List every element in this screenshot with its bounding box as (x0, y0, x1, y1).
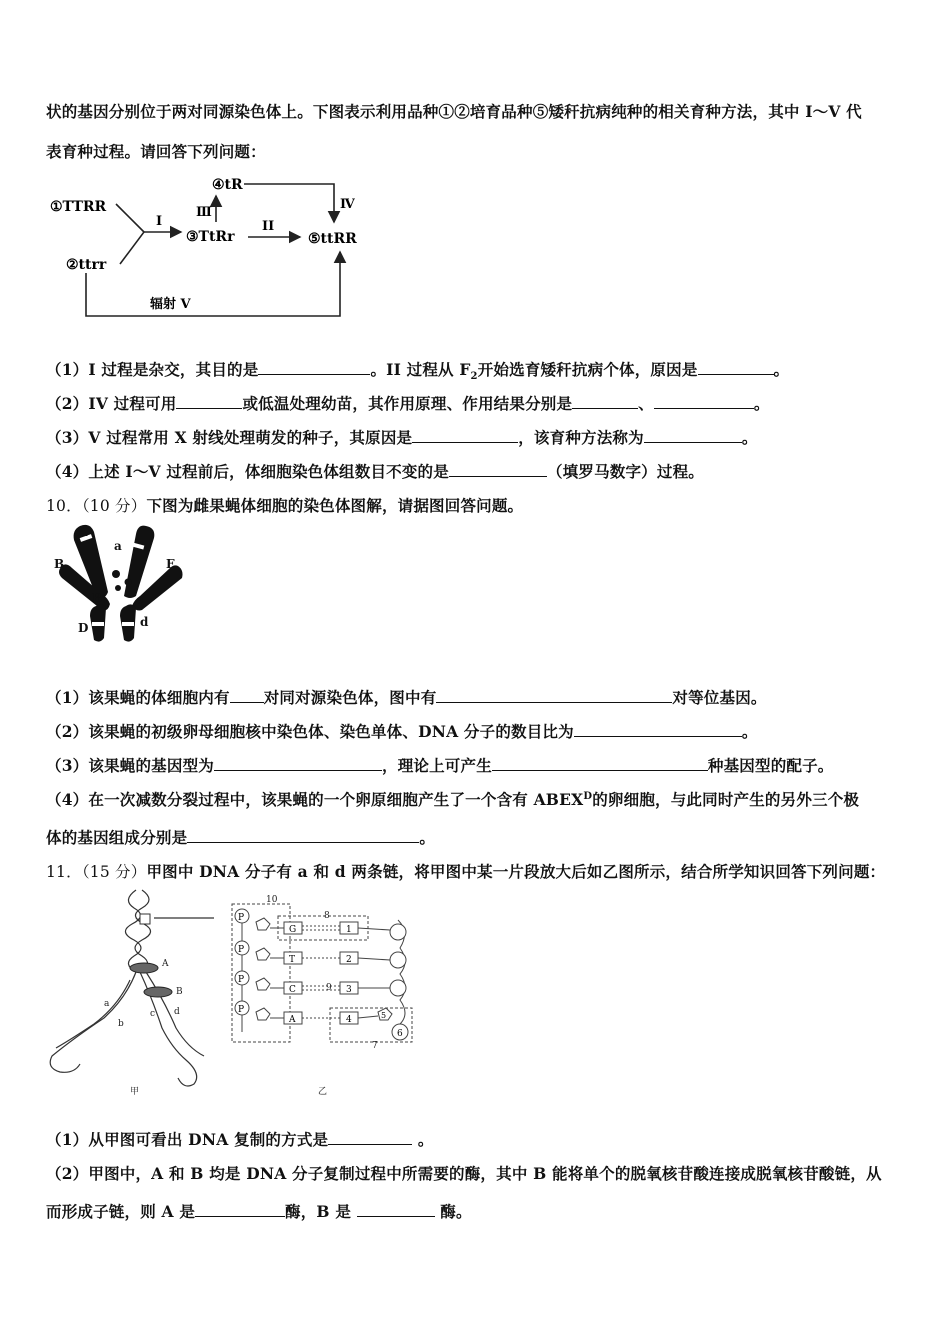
phosphate-label-3: P (238, 975, 245, 985)
num-label-2: 2 (346, 955, 352, 965)
base-label-2: T (289, 955, 296, 965)
blank-q10-3a[interactable] (214, 756, 382, 771)
gene-label-d: d (140, 615, 149, 629)
gene-label-e: e (136, 593, 144, 607)
num-label-3: 3 (346, 985, 352, 995)
q11-title: 11．（15 分）甲图中 DNA 分子有 a 和 d 两条链，将甲图中某一片段放大后如乙图所示，结合所学知识回答下列问题： (46, 862, 886, 881)
q9-sub-3: （3）V 过程常用 X 射线处理萌发的种子，其原因是 ，该育种方法称为 。 (46, 428, 758, 447)
dna-structure-figure (228, 892, 428, 1102)
cross-lines (116, 204, 144, 264)
label-iv: Ⅳ (340, 197, 355, 212)
breeding-diagram (46, 170, 366, 320)
q11-sub-1: （1）从甲图可看出 DNA 复制的方式是 。 (46, 1130, 434, 1149)
gene-label-B2: B (92, 591, 103, 605)
blank-q9-2c[interactable] (654, 394, 754, 409)
base-label-1: G (289, 925, 297, 935)
marker-box (140, 914, 150, 924)
q10-sub-4-cont: 体的基因组成分别是 。 (46, 828, 436, 847)
fig-label-7: 7 (372, 1041, 378, 1051)
intro-line-1: 状的基因分别位于两对同源染色体上。下图表示利用品种①②培育品种⑤矮秆抗病纯种的相关育种方法，其中 I～V 代 (46, 102, 862, 121)
blank-q9-2a[interactable] (176, 394, 242, 409)
blank-q11-2a[interactable] (195, 1202, 285, 1217)
fig-caption-yi: 乙 (318, 1087, 328, 1097)
fig-label-5: 5 (381, 1011, 387, 1020)
label-v: 辐射 V (150, 297, 191, 312)
q11-sub-2-cont: 而形成子链，则 A 是 酶，B 是 酶。 (46, 1202, 472, 1221)
helix-top (125, 890, 141, 972)
gene-label-A: A (78, 525, 88, 539)
intro-line-2: 表育种过程。请回答下列问题： (46, 142, 266, 161)
phosphate-label-4: P (238, 1005, 245, 1015)
fig-label-c: c (150, 1009, 156, 1019)
nucleotide-row-2 (235, 941, 406, 968)
blank-q9-1a[interactable] (258, 360, 370, 375)
node-4: ④tR (212, 177, 243, 193)
q9-sub-1: （1）I 过程是杂交，其目的是 。II 过程从 $F_2$开始选育矮秆抗病个体，原因是 。 (46, 360, 790, 383)
blank-q9-3b[interactable] (644, 428, 742, 443)
blank-q10-1b[interactable] (436, 688, 672, 703)
nucleotide-row-3 (235, 971, 406, 996)
q9-sub-2: （2）IV 过程可用 或低温处理幼苗，其作用原理、作用结果分别是 、 。 (46, 394, 770, 413)
fig-label-a: a (104, 999, 110, 1009)
base-label-3: C (289, 985, 296, 995)
enzyme-A (130, 963, 158, 973)
chromosome-dot-1 (112, 570, 120, 578)
label-iii: Ⅲ (196, 205, 212, 220)
nucleotide-row-1 (235, 909, 406, 940)
enzyme-B (144, 987, 172, 997)
blank-q9-1b[interactable] (698, 360, 774, 375)
q10-sub-2: （2）该果蝇的初级卵母细胞核中染色体、染色单体、DNA 分子的数目比为 。 (46, 722, 758, 741)
phosphate-label-1: P (238, 913, 245, 923)
q10-sub-1: （1）该果蝇的体细胞内有 对同对源染色体，图中有 对等位基因。 (46, 688, 767, 707)
q9-sub-4: （4）上述 I～V 过程前后，体细胞染色体组数目不变的是 （填罗马数字）过程。 (46, 462, 704, 481)
nucleotide-row-4 (235, 1001, 408, 1040)
fig-label-b: b (118, 1019, 124, 1029)
q10-sub-4: （4）在一次减数分裂过程中，该果蝇的一个卵原细胞产生了一个含有 $ABEX^D$的卵细胞，与此同时产生的另外三个极 (46, 790, 860, 809)
blank-q9-3a[interactable] (412, 428, 518, 443)
node-3: ③TtRr (186, 229, 235, 245)
blank-q9-2b[interactable] (572, 394, 638, 409)
blank-q11-1[interactable] (328, 1130, 412, 1145)
base-label-4: A (289, 1015, 296, 1025)
q10-title: 10．（10 分）下图为雌果蝇体细胞的染色体图解，请据图回答问题。 (46, 496, 524, 515)
blank-q9-4a[interactable] (449, 462, 547, 477)
num-label-4: 4 (346, 1015, 352, 1025)
chromosome-dot-2 (125, 579, 132, 586)
fig-label-B: B (176, 987, 183, 997)
blank-q10-3b[interactable] (492, 756, 708, 771)
q11-sub-2: （2）甲图中，A 和 B 均是 DNA 分子复制过程中所需要的酶，其中 B 能将单个的脱氧核苷酸连接成脱氧核苷酸链，从 (46, 1164, 882, 1183)
node-2: ②ttrr (66, 257, 107, 273)
blank-q10-2[interactable] (574, 722, 742, 737)
node-1: ①TTRR (50, 199, 107, 215)
chromosome-diagram (50, 520, 195, 650)
helix-top-2 (135, 890, 151, 972)
node-5: ⑤ttRR (308, 231, 357, 247)
arrow-v (86, 252, 340, 316)
chromosome-dot-3 (115, 585, 121, 591)
connector-r4 (358, 1016, 378, 1018)
fig-label-A: A (162, 959, 169, 969)
fig-label-10: 10 (266, 895, 278, 905)
connector-r1 (358, 928, 390, 930)
fig-label-8: 8 (324, 911, 330, 921)
label-ii: II (262, 219, 275, 234)
blank-q11-2b[interactable] (357, 1202, 435, 1217)
band-d (122, 622, 134, 626)
label-i: I (156, 214, 163, 229)
fig-label-6: 6 (397, 1029, 403, 1039)
fig-caption-jia: 甲 (130, 1087, 140, 1097)
strand-b (56, 980, 130, 1048)
num-label-1: 1 (346, 925, 352, 935)
gene-label-D: D (78, 621, 89, 635)
fig-label-d: d (174, 1007, 180, 1017)
q10-sub-3: （3）该果蝇的基因型为 ，理论上可产生 种基因型的配子。 (46, 756, 834, 775)
gene-label-E: E (166, 557, 176, 571)
blank-q10-4[interactable] (187, 828, 419, 843)
arrow-iv (244, 184, 334, 222)
gene-label-B: B (54, 557, 65, 571)
dna-replication-figure (44, 888, 234, 1098)
band-D (92, 622, 104, 626)
gene-label-a: a (114, 539, 122, 553)
fig-label-9: 9 (326, 983, 332, 993)
connector-r2 (358, 958, 390, 960)
phosphate-label-2: P (238, 945, 245, 955)
blank-q10-1a[interactable] (230, 688, 264, 703)
